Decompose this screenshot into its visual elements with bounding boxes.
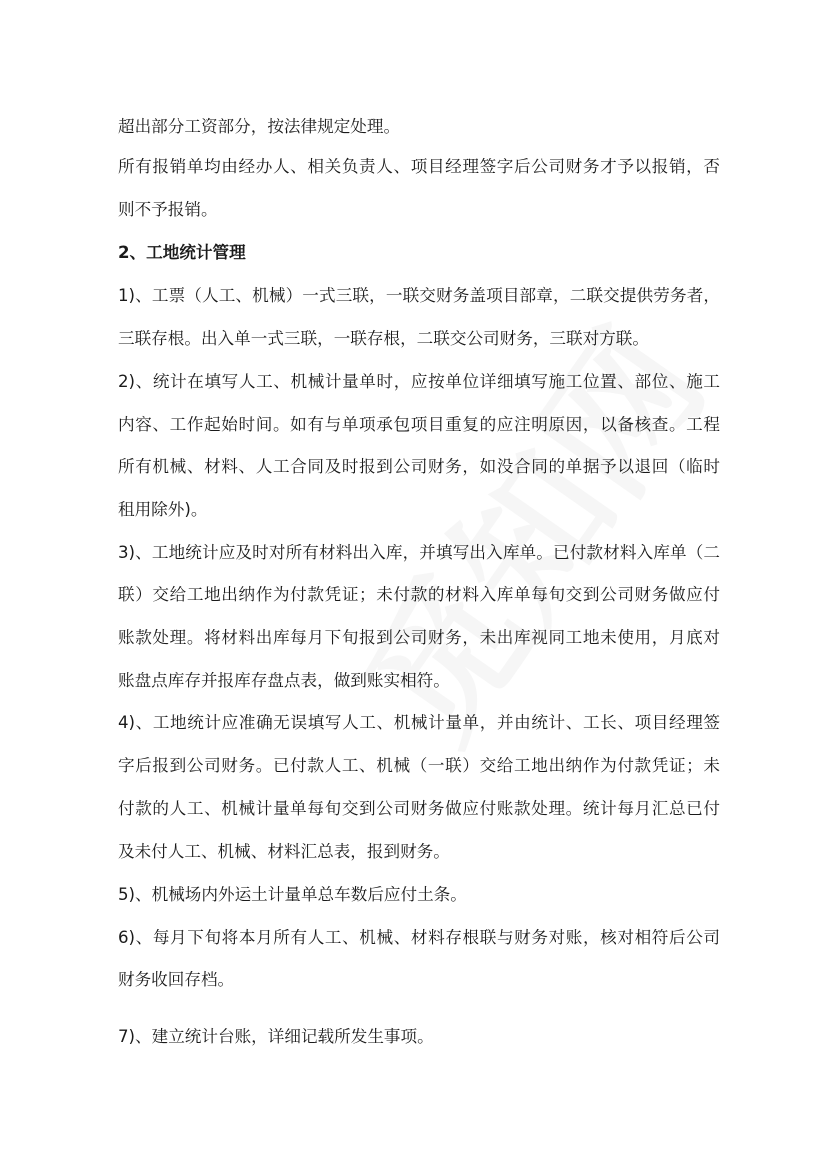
text-line: 财务收回存档。 xyxy=(118,970,235,989)
text-line: 账盘点库存并报库存盘点表，做到账实相符。 xyxy=(118,671,450,690)
text-line: 7)、建立统计台账，详细记载所发生事项。 xyxy=(118,1027,434,1046)
text-line: 4)、工地统计应准确无误填写人工、机械计量单，并由统计、工长、项目经理签 xyxy=(118,713,720,732)
text-line: 租用除外)。 xyxy=(118,500,208,519)
watermark xyxy=(307,282,742,775)
text-line: 超出部分工资部分，按法律规定处理。 xyxy=(118,117,401,136)
section-heading: 2、工地统计管理 xyxy=(118,243,246,262)
text-line: 所有报销单均由经办人、相关负责人、项目经理签字后公司财务才予以报销，否 xyxy=(118,157,720,176)
text-line: 2)、统计在填写人工、机械计量单时，应按单位详细填写施工位置、部位、施工 xyxy=(118,372,720,391)
text-line: 1)、工票（人工、机械）一式三联，一联交财务盖项目部章，二联交提供劳务者， xyxy=(118,286,720,305)
text-line: 及未付人工、机械、材料汇总表，报到财务。 xyxy=(118,842,450,861)
text-line: 付款的人工、机械计量单每旬交到公司财务做应付账款处理。统计每月汇总已付 xyxy=(118,799,720,818)
text-line: 5)、机械场内外运土计量单总车数后应付土条。 xyxy=(118,885,467,904)
text-line: 字后报到公司财务。已付款人工、机械（一联）交给工地出纳作为付款凭证；未 xyxy=(118,756,720,775)
text-line: 6)、每月下旬将本月所有人工、机械、材料存根联与财务对账，核对相符后公司 xyxy=(118,928,720,947)
text-line: 账款处理。将材料出库每月下旬报到公司财务，未出库视同工地未使用，月底对 xyxy=(118,628,720,647)
text-line: 所有机械、材料、人工合同及时报到公司财务，如没合同的单据予以退回（临时 xyxy=(118,457,720,476)
text-line: 3)、工地统计应及时对所有材料出入库，并填写出入库单。已付款材料入库单（二 xyxy=(118,543,720,562)
text-line: 联）交给工地出纳作为付款凭证；未付款的材料入库单每旬交到公司财务做应付 xyxy=(118,585,720,604)
text-line: 内容、工作起始时间。如有与单项承包项目重复的应注明原因，以备核查。工程 xyxy=(118,415,720,434)
text-line: 则不予报销。 xyxy=(118,200,218,219)
text-line: 三联存根。出入单一式三联，一联存根，二联交公司财务，三联对方联。 xyxy=(118,329,649,348)
